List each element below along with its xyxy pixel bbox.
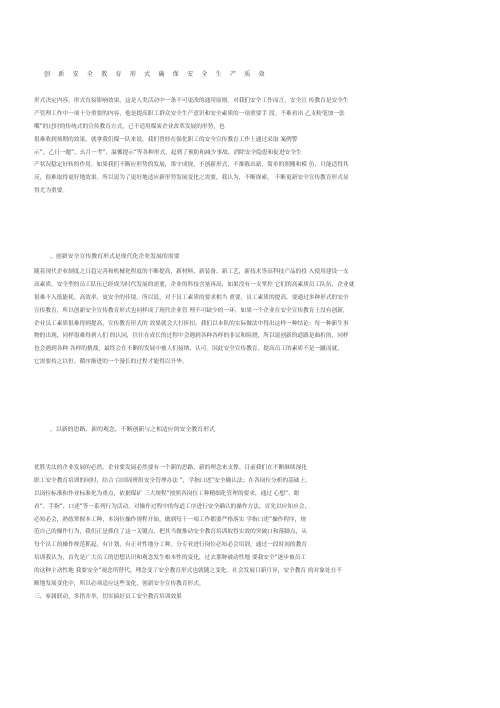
- text-line: 得尤为重要。: [34, 188, 69, 195]
- section-heading-3: 三、家属联动，多措并举，切实搞好员工安全教育培训效果: [34, 593, 182, 600]
- text-line: 宣传教育，所以创新安全宣传教育形式也同样成了现代企业管 理不可缺少的一环。如果一个企业在安全宣传教育上没有创新，: [34, 307, 349, 314]
- text-line: 嘴”的过时的传统式的宣传教育方式，已不适用煤炭企业改革发展的形势，也: [34, 123, 225, 130]
- paragraph-section-2: [34, 462, 466, 604]
- text-line: 每个员工的操作规范抓起，有计划、有正对性地分工种、分专业进行岗位必知必会培训，通过一段时间的教育: [34, 542, 307, 549]
- text-line: 反，很难取得更好地效果。所以说为了更好地适应新形势发展变化之需要，我认为，不断探索， 不断更新安全宣传教育形式显: [34, 175, 349, 182]
- text-line: 产管理工作中一项十分重要的内容，他是提高职工群众安全生产意识和安全素质的一项重要手 段。不难看出 乙支粉笔加一张: [34, 110, 345, 117]
- text-line: 职工安全教育培训的同时，结合 白国周班组安全管理办法 ”，学指口述”安全确认法；在各岗位分析的基础上，: [34, 477, 311, 484]
- paragraph-intro: [34, 95, 466, 198]
- text-line: 产状况稳定好转的作用。如果我们不断应形势的发展，墨守成规，不创新形式，不推陈出新，简单的照搬和模 仿，只能适得其: [34, 162, 349, 169]
- document-title: 创 新 安 全 教 育 形 式 确 保 安 全 生 产 质 效: [44, 71, 268, 78]
- paragraph-section-1: [34, 266, 466, 369]
- text-line: 它需要持之以恒、循序渐进的一个漫长的过程才能得以升华。: [34, 359, 188, 366]
- text-line: 也会遇到各种 各样的挑战，最终会在不断的发展中被人们接纳、认可。因此安全宣传教育、提高员工的素质不是一蹴而就，: [34, 346, 343, 353]
- text-line: 优胜劣汰的企业发展的必然，企业要发展必然要有一个新的思路、新的理念来支撑。目前我们在不断继续深化: [34, 465, 307, 471]
- text-line: 形式决定内容，形式直接影响效果，这是人类活动中一条不可更改的通用原则。对我们安全工作而言，安全宣 传教育是安全生: [34, 98, 349, 104]
- text-line: 培训我认为，首先是广大员工的思想认识和观念发生根本性的变化，过去那种被动性地 要我安全”逐步被员工: [34, 555, 307, 562]
- text-line: 示”、乙日一题”、幺月一考”、温馨提示”等各种形式，起到了预防和减少事故、消除安全隐患和促进安全生: [34, 149, 302, 156]
- text-line: 很难收到预期的效果。就拿我们煤一队来说，我们曾经在强化职工的安全宣传教育工作上通过采取 案例警: [34, 136, 298, 143]
- text-line: 高素质、安全型的员工队伍已经成为时代发展的需要，企业的科技含量再高，如果没有一支掌控 它们的高素质员工队伍，企业就: [34, 281, 355, 288]
- text-line: 必知必会，熟练掌握本工种、本岗位操作规程开始，做到每干一项工作都要严格落实 学指口述”操作程序，规: [34, 516, 307, 523]
- text-line: 物的出现，同样很难得到人们 的认同，往往在成长的过程中会遇到各种各样的非议和阻挠，所以说创新的道路是曲折的，同样: [34, 333, 349, 340]
- text-line: 的这种主动性地 我要安全”观念所替代，理念变了安全教育形式也就随之变化。社会发展日新月异，安全教育 的对象处在不: [34, 568, 342, 575]
- text-line: 以岗位标准和作业标准化为重点，依据煤矿 三大规程”按照各岗位工种精细化管理的要求，通过 心想”、眼: [34, 490, 300, 497]
- text-line: 范自己的操作行为，我们正是抓住了这一关键点，把其当做推动安全教育培训取得实效的突破口和落脚点，从: [34, 529, 307, 536]
- text-line: 随着现代企业制度之日趋完善和机械化程度的不断提高，新材料、新装备、新工艺，新技术等高科技产品的投 入使用建设一支: [34, 269, 349, 275]
- text-line: 很难不入低能耗、高效率、更安全的佳境。所以说，对于员工素质的要求相当 重要，员工素质的提高，要通过多种形式的安全: [34, 294, 349, 301]
- text-line: 断地发展变化中，所以必须适应这些变化，创新安全宣传教育形式。: [34, 581, 205, 588]
- text-line: 看”、手指”、口述”等一系列行为活动，对操作过程中的每道工序进行安全确认的操作方法，首先以应知应会、: [34, 503, 311, 510]
- text-line: 企业员工素质很难得到提高，宣传教育形式的 效果就会大打折扣。我们以本队的实际做法中得出这样一种结论：每一种新生事: [34, 320, 349, 327]
- section-heading-1: 、创新安全宣传教育形式是现代化企业发展的需要: [50, 254, 180, 260]
- section-heading-2: 、以新的思路、新的观念，不断创新与之相适应的安全教育形式: [50, 427, 215, 433]
